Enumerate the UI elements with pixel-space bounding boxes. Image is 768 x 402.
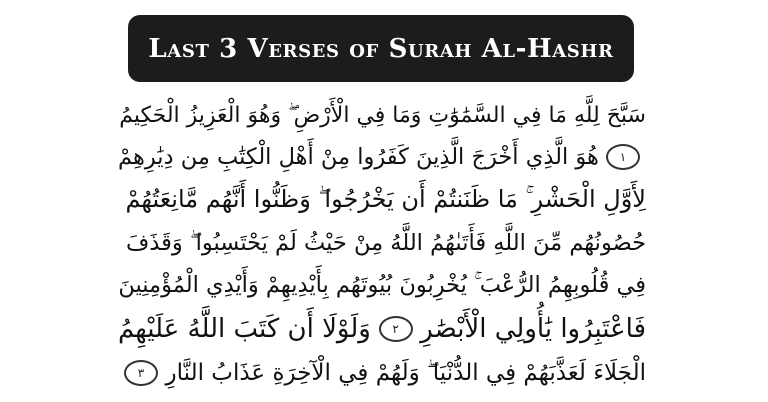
verse-line (118, 180, 646, 218)
verse-text: الْجَلَاءَ لَعَذَّبَهُمْ فِي الدُّنْيَا ۖ وَلَهُمْ فِي الْآخِرَةِ عَذَابُ النَّارِ (165, 360, 646, 386)
verse-line (118, 266, 646, 304)
ayah-number-marker: ٣ (124, 360, 158, 386)
verse-line (118, 310, 646, 348)
verse-line (118, 138, 646, 176)
verse-text: سَبَّحَ لِلَّهِ مَا فِي السَّمَٰوَٰتِ وَمَا فِي الْأَرْضِ ۖ وَهُوَ الْعَزِيزُ الْحَكِيمُ (119, 102, 646, 128)
verse-text: هُوَ الَّذِي أَخْرَجَ الَّذِينَ كَفَرُوا مِنْ أَهْلِ الْكِتَٰبِ مِن دِيَٰرِهِمْ (118, 144, 599, 170)
verse-line (118, 354, 646, 392)
title-banner (128, 15, 634, 82)
verses-block (118, 96, 646, 398)
verse-line (118, 224, 646, 262)
verse-text: فَاعْتَبِرُوا يَٰأُولِي الْأَبْصَٰرِ (420, 314, 646, 344)
verse-text: لِأَوَّلِ الْحَشْرِ ۚ مَا ظَنَنتُمْ أَن يَخْرُجُوا ۖ وَظَنُّوا أَنَّهُم مَّانِعَتُهُمْ (125, 185, 646, 213)
ayah-number-marker: ١ (606, 144, 640, 170)
verse-text: وَلَوْلَا أَن كَتَبَ اللَّهُ عَلَيْهِمُ (118, 314, 371, 344)
verse-line (118, 96, 646, 134)
verse-text: فِي قُلُوبِهِمُ الرُّعْبَ ۚ يُخْرِبُونَ بُيُوتَهُم بِأَيْدِيهِمْ وَأَيْدِي الْمُؤْمِنِينَ (118, 272, 646, 298)
verse-text: حُصُونُهُم مِّنَ اللَّهِ فَأَتَىٰهُمُ اللَّهُ مِنْ حَيْثُ لَمْ يَحْتَسِبُوا ۖ وَقَذَفَ (126, 230, 646, 256)
page-title: Last 3 Verses of Surah Al-Hashr (148, 33, 614, 64)
ayah-number-marker: ٢ (379, 316, 413, 342)
